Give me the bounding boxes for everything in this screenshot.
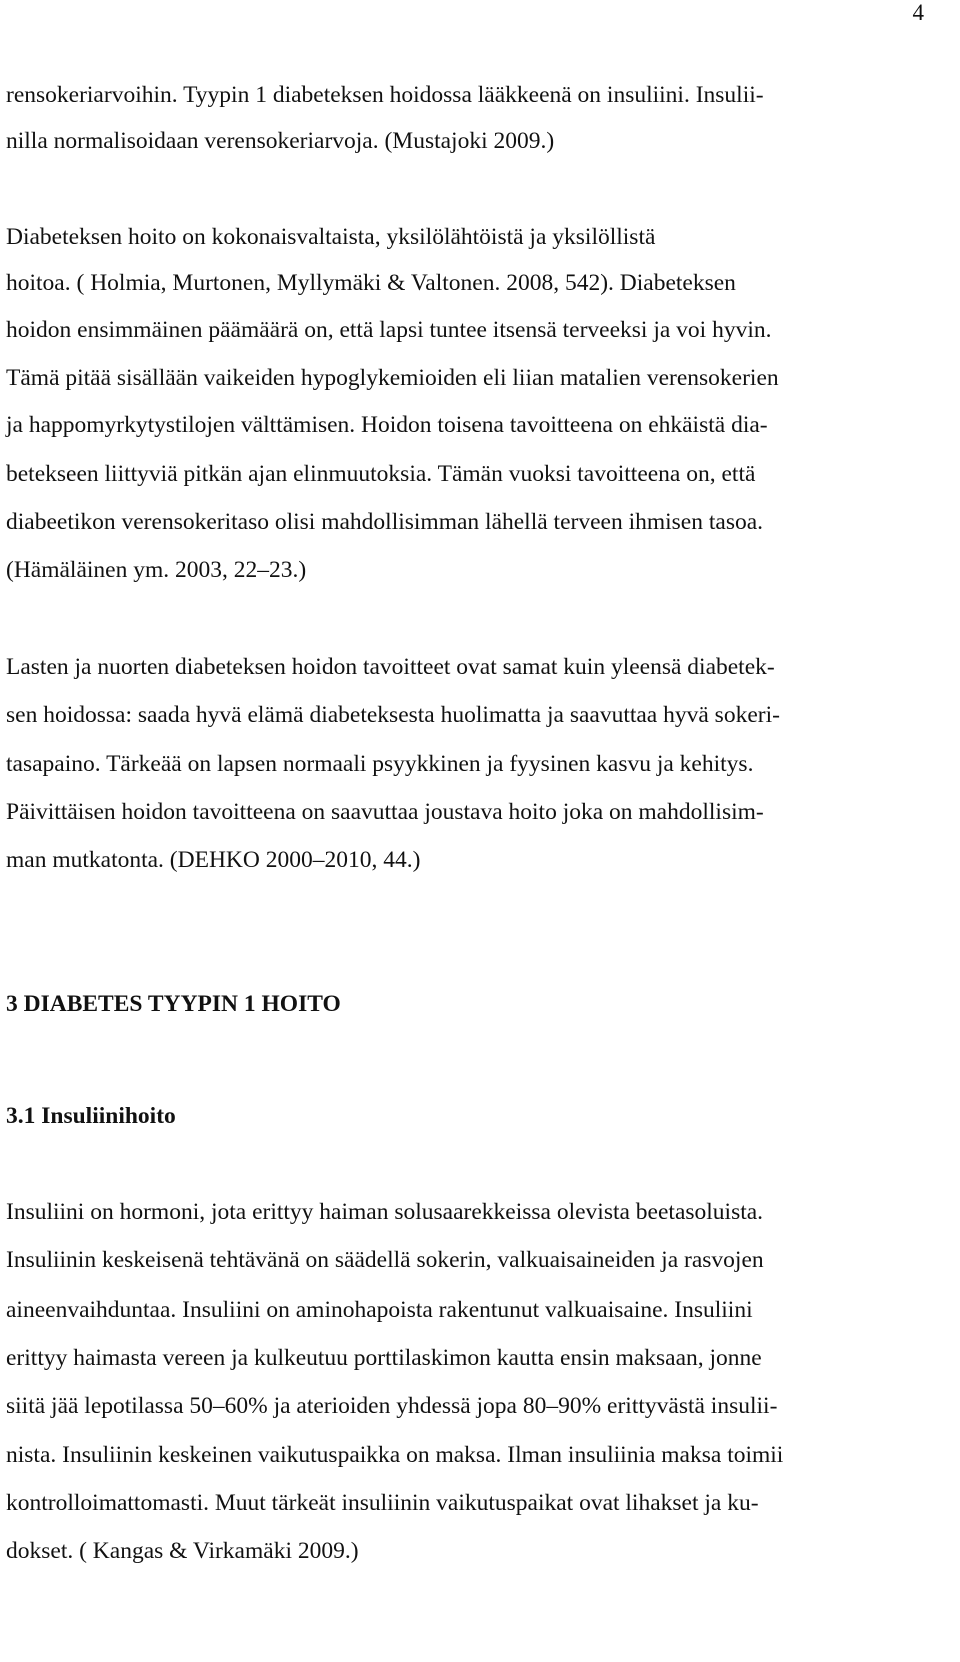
text-line: Insuliini on hormoni, jota erittyy haiman solusaarekkeissa olevista beetasoluista. bbox=[6, 1199, 764, 1225]
text-line: man mutkatonta. (DEHKO 2000–2010, 44.) bbox=[6, 847, 421, 873]
text-line: dokset. ( Kangas & Virkamäki 2009.) bbox=[6, 1538, 359, 1564]
text-line: (Hämäläinen ym. 2003, 22–23.) bbox=[6, 557, 307, 583]
page-number: 4 bbox=[912, 0, 924, 25]
text-line: ja happomyrkytystilojen välttämisen. Hoidon toisena tavoitteena on ehkäistä dia- bbox=[6, 412, 768, 438]
chapter-heading: 3 DIABETES TYYPIN 1 HOITO bbox=[6, 991, 341, 1017]
text-line: kontrolloimattomasti. Muut tärkeät insuliinin vaikutuspaikat ovat lihakset ja ku- bbox=[6, 1490, 759, 1516]
text-line: siitä jää lepotilassa 50–60% ja aterioiden yhdessä jopa 80–90% erittyvästä insulii- bbox=[6, 1393, 778, 1419]
text-line: nilla normalisoidaan verensokeriarvoja. (Mustajoki 2009.) bbox=[6, 128, 555, 154]
text-line: Diabeteksen hoito on kokonaisvaltaista, yksilölähtöistä ja yksilöllistä bbox=[6, 224, 656, 250]
text-line: erittyy haimasta vereen ja kulkeutuu porttilaskimon kautta ensin maksaan, jonne bbox=[6, 1345, 762, 1371]
text-line: tasapaino. Tärkeää on lapsen normaali psyykkinen ja fyysinen kasvu ja kehitys. bbox=[6, 751, 754, 777]
text-line: Tämä pitää sisällään vaikeiden hypoglykemioiden eli liian matalien verensokerien bbox=[6, 365, 779, 391]
section-heading: 3.1 Insuliinihoito bbox=[6, 1103, 176, 1129]
text-line: aineenvaihduntaa. Insuliini on aminohapoista rakentunut valkuaisaine. Insuliini bbox=[6, 1297, 753, 1323]
text-line: betekseen liittyviä pitkän ajan elinmuutoksia. Tämän vuoksi tavoitteena on, että bbox=[6, 461, 756, 487]
text-line: Insuliinin keskeisenä tehtävänä on säädellä sokerin, valkuaisaineiden ja rasvojen bbox=[6, 1247, 764, 1273]
text-line: hoidon ensimmäinen päämäärä on, että lapsi tuntee itsensä terveeksi ja voi hyvin. bbox=[6, 317, 772, 343]
text-line: sen hoidossa: saada hyvä elämä diabeteksesta huolimatta ja saavuttaa hyvä sokeri- bbox=[6, 702, 780, 728]
text-line: rensokeriarvoihin. Tyypin 1 diabeteksen hoidossa lääkkeenä on insuliini. Insulii- bbox=[6, 82, 764, 108]
text-line: Lasten ja nuorten diabeteksen hoidon tavoitteet ovat samat kuin yleensä diabetek- bbox=[6, 654, 775, 680]
text-line: hoitoa. ( Holmia, Murtonen, Myllymäki & Valtonen. 2008, 542). Diabeteksen bbox=[6, 270, 736, 296]
text-line: Päivittäisen hoidon tavoitteena on saavuttaa joustava hoito joka on mahdollisim- bbox=[6, 799, 764, 825]
text-line: diabeetikon verensokeritaso olisi mahdollisimman lähellä terveen ihmisen tasoa. bbox=[6, 509, 764, 535]
text-line: nista. Insuliinin keskeinen vaikutuspaikka on maksa. Ilman insuliinia maksa toimii bbox=[6, 1442, 784, 1468]
